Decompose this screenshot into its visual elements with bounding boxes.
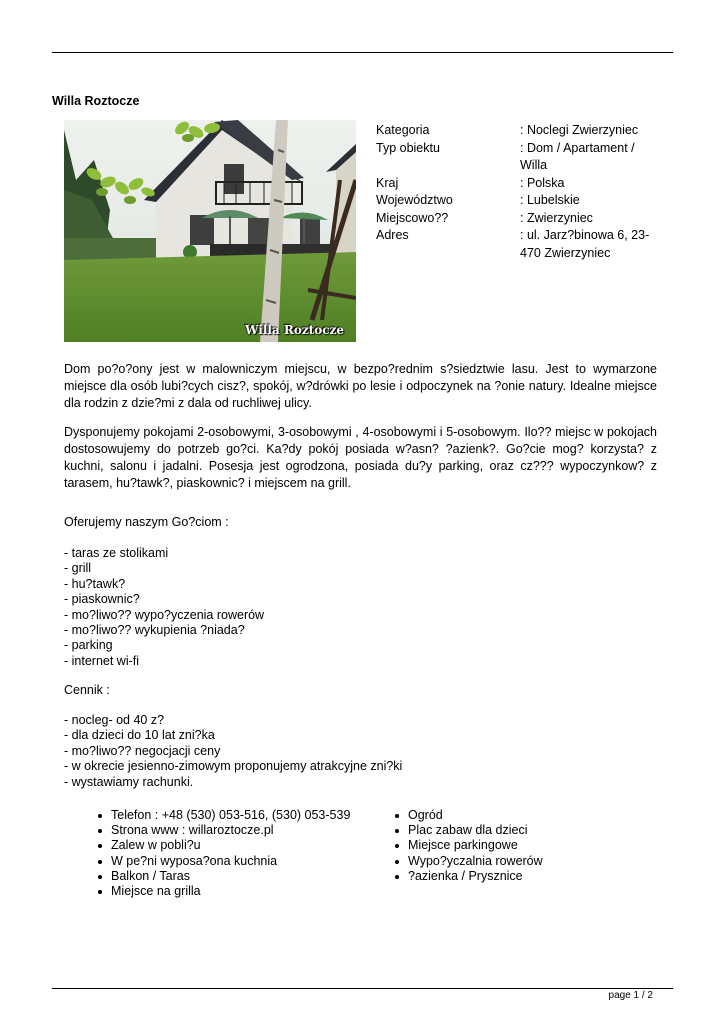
list-item: - wystawiamy rachunki.: [64, 774, 194, 789]
info-value: : Zwierzyniec: [520, 210, 593, 225]
info-label: Kategoria: [376, 123, 430, 137]
feature-item: Telefon : +48 (530) 053-516, (530) 053-539: [96, 808, 350, 823]
top-rule: [52, 52, 673, 53]
list-item: - taras ze stolikami: [64, 546, 169, 560]
villa-photo: [64, 120, 356, 342]
info-value: : Noclegi Zwierzyniec: [520, 123, 639, 137]
info-label: Województwo: [376, 193, 453, 207]
info-value: : Polska: [520, 175, 565, 190]
list-item: - hu?tawk?: [64, 576, 126, 591]
pricing-title: Cennik :: [64, 683, 110, 697]
page-number: page 1 / 2: [608, 990, 653, 1001]
features-list-left: [96, 808, 350, 899]
info-label: Kraj: [376, 175, 399, 190]
pricing-list: [64, 713, 402, 790]
info-table: [376, 122, 676, 262]
amenities-list: [64, 546, 264, 669]
feature-item: Balkon / Taras: [96, 869, 350, 884]
list-item: - mo?liwo?? wypo?yczenia rowerów: [64, 607, 265, 622]
list-item: - w okrecie jesienno-zimowym proponujemy atrakcyjne zni?ki: [64, 759, 403, 774]
features-list-right: [393, 808, 543, 884]
feature-item: Plac zabaw dla dzieci: [393, 823, 543, 838]
feature-item: W pe?ni wyposa?ona kuchnia: [96, 854, 350, 869]
description-paragraph: Dysponujemy pokojami 2-osobowymi, 3-osobowymi , 4-osobowymi i 5-osobowym. Ilo?? miejsc w pokojach dostosowujemy do potrzeb go?ci. Ka?dy pokój posiada w?asn? ?azienk?. Go?cie mog? korzysta? z kuchni, salonu i jadalni. Posesja jest ogrodzona, posiada du?y parking, oraz cz??? wypoczynkow? z tarasem, hu?tawk?, piaskownic? i miejscem na grill.: [64, 425, 657, 490]
info-row-type: [376, 140, 676, 175]
villa-photo-drawing: [64, 120, 356, 342]
page-title: Willa Roztocze: [52, 94, 140, 108]
feature-item: Miejsce parkingowe: [393, 838, 543, 853]
info-value: : Dom / Apartament / Willa: [520, 140, 635, 172]
list-item: - internet wi-fi: [64, 653, 140, 668]
feature-item: Strona www : willaroztocze.pl: [96, 823, 350, 838]
list-item: - mo?liwo?? wykupienia ?niada?: [64, 623, 245, 638]
list-item: - nocleg- od 40 z?: [64, 713, 165, 727]
list-item: - parking: [64, 638, 113, 653]
info-row-country: [376, 175, 676, 193]
feature-item: ?azienka / Prysznice: [393, 869, 543, 884]
list-item: - mo?liwo?? negocjacji ceny: [64, 743, 221, 758]
list-item: - grill: [64, 561, 92, 576]
info-row-address: [376, 227, 676, 262]
info-row-province: [376, 192, 676, 210]
feature-item: Wypo?yczalnia rowerów: [393, 854, 543, 869]
info-row-town: [376, 210, 676, 228]
info-label: Typ obiektu: [376, 140, 440, 155]
info-label: Adres: [376, 228, 409, 242]
feature-item: Miejsce na grilla: [96, 884, 350, 899]
feature-item: Zalew w pobli?u: [96, 838, 350, 853]
list-item: - piaskownic?: [64, 592, 140, 607]
info-value: : ul. Jarz?binowa 6, 23-470 Zwierzyniec: [520, 228, 650, 260]
info-value: : Lubelskie: [520, 193, 580, 207]
bottom-rule: [52, 988, 673, 989]
photo-caption: Willa Roztocze: [245, 323, 344, 337]
feature-item: Ogród: [393, 808, 543, 823]
list-item: - dla dzieci do 10 lat zni?ka: [64, 728, 215, 743]
offer-intro: Oferujemy naszym Go?ciom :: [64, 515, 229, 529]
info-row-category: [376, 122, 676, 140]
description-paragraph: Dom po?o?ony jest w malowniczym miejscu, w bezpo?rednim s?siedztwie lasu. Jest to wymarzone miejsce dla osób lubi?cych cisz?, spokój, w?drówki po lesie i odpoczynek na ?onie natury. Idealne miejsce dla rodzin z dzie?mi z dala od ruchliwej ulicy.: [64, 362, 657, 410]
info-label: Miejscowo??: [376, 210, 449, 225]
